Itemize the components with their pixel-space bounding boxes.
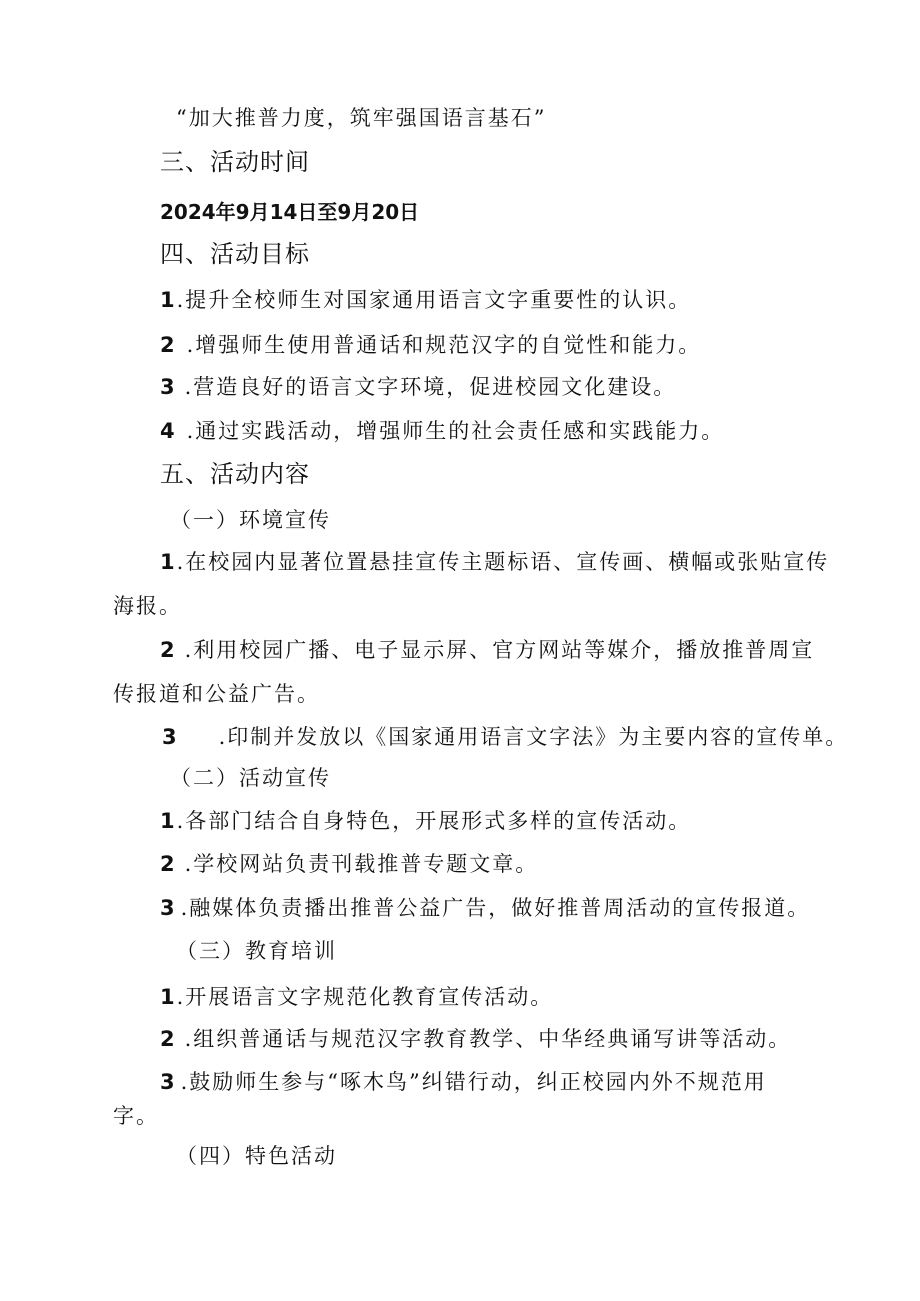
content-item: [160, 894, 810, 922]
content-item-number: 1: [160, 809, 177, 833]
subsection-3-heading: （三）教育培训: [176, 939, 337, 963]
content-item-text: .利用校园广播、电子显示屏、官方网站等媒介，播放推普周宣: [184, 638, 815, 662]
goal-item-text: .营造良好的语言文字环境，促进校园文化建设。: [184, 375, 677, 399]
subsection-4-heading: （四）特色活动: [176, 1144, 337, 1168]
goal-item-text: .通过实践活动，增强师生的社会责任感和实践能力。: [186, 419, 725, 443]
content-item-continuation: 字。: [113, 1104, 159, 1128]
slogan: “加大推普力度，筑牢强国语言基石”: [176, 106, 547, 130]
content-item-number: 2: [160, 638, 177, 662]
goal-item: [160, 331, 701, 359]
goal-item: [160, 373, 676, 401]
content-item-text: .鼓励师生参与“啄木鸟”纠错行动，纠正校园内外不规范用: [180, 1070, 767, 1094]
content-item: [160, 983, 553, 1011]
section-5-heading: 五、活动内容: [160, 460, 310, 488]
goal-item: [160, 286, 691, 314]
goal-item-number: 2: [160, 333, 177, 357]
activity-date: 2024年9月14日至9月20日: [160, 200, 420, 224]
content-item-text: .各部门结合自身特色，开展形式多样的宣传活动。: [176, 809, 692, 833]
content-item: [160, 636, 814, 664]
content-item-continuation: 传报道和公益广告。: [113, 682, 320, 706]
content-item-number: 1: [160, 985, 177, 1009]
subsection-1-heading: （一）环境宣传: [170, 508, 331, 532]
subsection-2-heading: （二）活动宣传: [170, 766, 331, 790]
content-item-number: 1: [160, 550, 177, 574]
goal-item-number: 3: [160, 375, 177, 399]
goal-item-text: .提升全校师生对国家通用语言文字重要性的认识。: [176, 288, 692, 312]
content-item-number: 3: [160, 1070, 177, 1094]
content-item-number: 3: [160, 896, 177, 920]
content-item: [162, 723, 848, 751]
content-item-number: 2: [160, 852, 177, 876]
content-item-text: .在校园内显著位置悬挂宣传主题标语、宣传画、横幅或张贴宣传: [176, 550, 830, 574]
content-item-text: .学校网站负责刊载推普专题文章。: [184, 852, 539, 876]
section-4-heading: 四、活动目标: [160, 240, 310, 268]
content-item-text: .组织普通话与规范汉字教育教学、中华经典诵写讲等活动。: [184, 1027, 792, 1051]
content-item-number: 2: [160, 1027, 177, 1051]
content-item: [160, 548, 829, 576]
section-3-heading: 三、活动时间: [160, 148, 310, 176]
content-item: [160, 1025, 791, 1053]
content-item-text: .融媒体负责播出推普公益广告，做好推普周活动的宣传报道。: [180, 896, 811, 920]
goal-item-text: .增强师生使用普通话和规范汉字的自觉性和能力。: [186, 333, 702, 357]
content-item-number: 3: [162, 725, 179, 749]
goal-item-number: 4: [160, 419, 177, 443]
content-item-text: .印制并发放以《国家通用语言文字法》为主要内容的宣传单。: [218, 725, 849, 749]
content-item-continuation: 海报。: [113, 594, 182, 618]
content-item-text: .开展语言文字规范化教育宣传活动。: [176, 985, 554, 1009]
content-item: [160, 807, 691, 835]
goal-item: [160, 417, 724, 445]
content-item: [160, 850, 538, 878]
content-item: [160, 1068, 767, 1096]
goal-item-number: 1: [160, 288, 177, 312]
